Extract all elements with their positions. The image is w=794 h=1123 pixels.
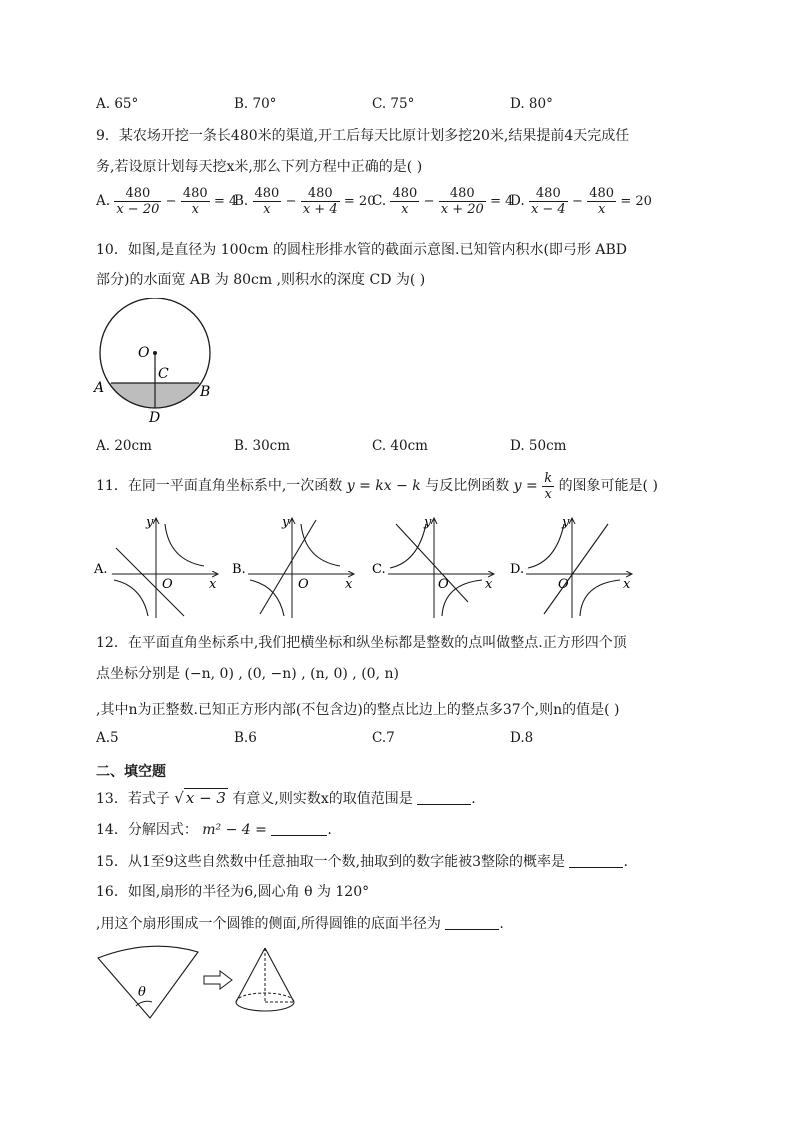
fraction-numerator: 480 <box>529 186 568 202</box>
label-d: D <box>149 410 161 426</box>
graph-c-label: C. <box>372 562 386 577</box>
theta-label: θ <box>138 985 146 1000</box>
axis-y-label: y <box>562 515 570 530</box>
q12-line1: 12．在平面直角坐标系中,我们把横坐标和纵坐标都是整数的点叫做整点.正方形四个顶 <box>96 635 627 651</box>
q8-option-b: B. 70° <box>234 96 277 112</box>
q11-middle: 与反比例函数 <box>425 478 510 494</box>
arrow-icon <box>204 971 232 989</box>
graph-d <box>510 515 632 618</box>
q9-option-c-label: C. <box>372 193 387 209</box>
answer-blank[interactable] <box>417 790 471 805</box>
q10-option-a: A. 20cm <box>96 438 152 454</box>
q14-expression: m² − 4 = <box>202 822 267 838</box>
q9-option-c: C. $\frac{480}{x}$ − $\frac{480}{x + 20}$ = 4 <box>372 186 514 217</box>
q12-option-d: D.8 <box>510 730 534 746</box>
label-a: A <box>94 380 105 396</box>
fraction-numerator: 480 <box>182 186 208 201</box>
fraction <box>587 186 616 217</box>
q14-prefix: 14．分解因式： <box>96 822 198 838</box>
axis-y-label: y <box>424 515 432 530</box>
q12-option-a: A.5 <box>96 730 119 746</box>
q9-option-d-label: D. <box>510 193 525 209</box>
fraction <box>439 186 486 217</box>
fraction-denominator: x <box>191 202 199 217</box>
q12-line3: ,其中n为正整数.已知正方形内部(不包含边)的整点比边上的整点多37个,则n的值是( ) <box>96 702 620 718</box>
q9-option-b: B. $\frac{480}{x}$ − $\frac{480}{x + 4}$ = 20 <box>234 186 376 217</box>
fraction-numerator: 480 <box>301 186 340 202</box>
q11-prefix: 11．在同一平面直角坐标系中,一次函数 <box>96 478 343 494</box>
q11-graphs-figure <box>92 510 652 622</box>
fraction-numerator: 480 <box>254 186 280 201</box>
answer-blank[interactable] <box>445 915 499 930</box>
q16-end: . <box>499 916 504 932</box>
q16-line2-text: ,用这个扇形围成一个圆锥的侧面,所得圆锥的底面半径为 <box>96 916 441 932</box>
equation-tail: = 4 <box>214 194 238 209</box>
q9-option-a-label: A. <box>96 193 111 209</box>
sqrt-expression: √ x − 3 <box>174 789 226 807</box>
q10-line2: 部分)的水面宽 AB 为 80cm ,则积水的深度 CD 为( ) <box>96 272 426 288</box>
q15-text: 15．从1至9这些自然数中任意抽取一个数,抽取到的数字能被3整除的概率是 <box>96 854 565 870</box>
q11-linear-function: y = kx − k <box>346 478 421 494</box>
axis-x-label: x <box>345 577 353 592</box>
label-o: O <box>138 345 150 361</box>
axis-x-label: x <box>209 577 217 592</box>
fraction <box>253 186 282 217</box>
q10-option-b: B. 30cm <box>234 438 291 454</box>
q8-option-d: D. 80° <box>510 96 553 112</box>
graph-a <box>93 515 218 618</box>
q16-line1: 16．如图,扇形的半径为6,圆心角 θ 为 120° <box>96 884 370 900</box>
fraction <box>390 186 419 217</box>
q12-line2: 点坐标分别是 (−n, 0) , (0, −n) , (n, 0) , (0, n) <box>96 666 399 682</box>
q11-inverse-lhs: y = <box>513 478 538 494</box>
q9-option-b-label: B. <box>234 193 249 209</box>
q12-option-b: B.6 <box>234 730 257 746</box>
q8-option-a: A. 65° <box>96 96 139 112</box>
sqrt-radicand: x − 3 <box>185 789 226 807</box>
graph-b-label: B. <box>232 562 246 577</box>
q16-line2 <box>96 914 504 934</box>
q10-option-c: C. 40cm <box>372 438 428 454</box>
fraction-numerator: 480 <box>114 186 161 202</box>
label-c: C <box>158 366 169 382</box>
origin-label: O <box>162 577 173 592</box>
axis-y-label: y <box>146 515 154 530</box>
equation-tail: = 20 <box>343 194 376 209</box>
fraction-denominator: x + 20 <box>440 202 484 217</box>
origin-label: O <box>438 577 449 592</box>
equation-tail: = 4 <box>490 194 514 209</box>
fraction-numerator: k <box>544 470 553 486</box>
fraction-denominator: x − 4 <box>530 202 566 217</box>
q13-prefix: 13．若式子 <box>96 791 170 807</box>
q11-suffix: 的图象可能是( ) <box>558 478 658 494</box>
fraction <box>181 186 210 217</box>
axis-x-label: x <box>485 577 493 592</box>
fraction-numerator: 480 <box>439 186 486 202</box>
q13-line <box>96 788 476 809</box>
fraction-denominator: x <box>544 486 552 502</box>
cone-shape <box>236 948 294 1011</box>
answer-blank[interactable] <box>569 853 623 868</box>
origin-label: O <box>558 577 569 592</box>
q9-option-a: A. $\frac{480}{x - 20}$ − $\frac{480}{x}$ = 4 <box>96 186 238 217</box>
q11-stem <box>96 468 658 504</box>
graph-a-label: A. <box>94 562 108 577</box>
q10-line1: 10．如图,是直径为 100cm 的圆柱形排水管的截面示意图.已知管内积水(即弓形 ABD <box>96 242 627 258</box>
axis-x-label: x <box>623 577 631 592</box>
label-b: B <box>200 384 211 400</box>
q10-option-d: D. 50cm <box>510 438 567 454</box>
sector-shape <box>98 946 198 1018</box>
q9-line2: 务,若设原计划每天挖x米,那么下列方程中正确的是( ) <box>96 159 423 175</box>
q9-line1: 9．某农场开挖一条长480米的渠道,开工后每天比原计划多挖20米,结果提前4天完成任 <box>96 128 630 144</box>
fraction-numerator: 480 <box>392 186 418 201</box>
axis-y-label: y <box>282 515 290 530</box>
fraction-denominator: x − 20 <box>116 202 160 217</box>
q13-suffix: 有意义,则实数x的取值范围是 <box>232 791 413 807</box>
q12-option-c: C.7 <box>372 730 395 746</box>
q14-line <box>96 820 332 840</box>
fraction <box>114 186 161 217</box>
fraction-denominator: x <box>263 202 271 217</box>
q11-inverse-fraction <box>542 471 554 502</box>
answer-blank[interactable] <box>271 821 327 836</box>
q14-end: . <box>327 822 332 838</box>
sector-to-cone-figure <box>92 944 332 1024</box>
q15-line <box>96 852 628 872</box>
q15-end: . <box>623 854 628 870</box>
fraction <box>301 186 340 217</box>
fraction-denominator: x <box>597 202 606 217</box>
q9-option-d: D. $\frac{480}{x - 4}$ − $\frac{480}{x}$ = 20 <box>510 186 652 217</box>
graph-d-label: D. <box>510 562 525 577</box>
graph-b <box>232 515 354 618</box>
fraction-denominator: x + 4 <box>302 202 338 217</box>
section-title-fill-in: 二、填空题 <box>96 764 166 780</box>
q8-option-c: C. 75° <box>372 96 415 112</box>
fraction <box>529 186 568 217</box>
equation-tail: = 20 <box>620 194 652 209</box>
fraction-numerator: 480 <box>589 186 615 201</box>
center-point <box>153 351 157 355</box>
q13-end: . <box>471 791 476 807</box>
graph-c <box>372 515 494 618</box>
pipe-cross-section-figure <box>90 298 225 428</box>
origin-label: O <box>298 577 309 592</box>
fraction-denominator: x <box>401 202 409 217</box>
